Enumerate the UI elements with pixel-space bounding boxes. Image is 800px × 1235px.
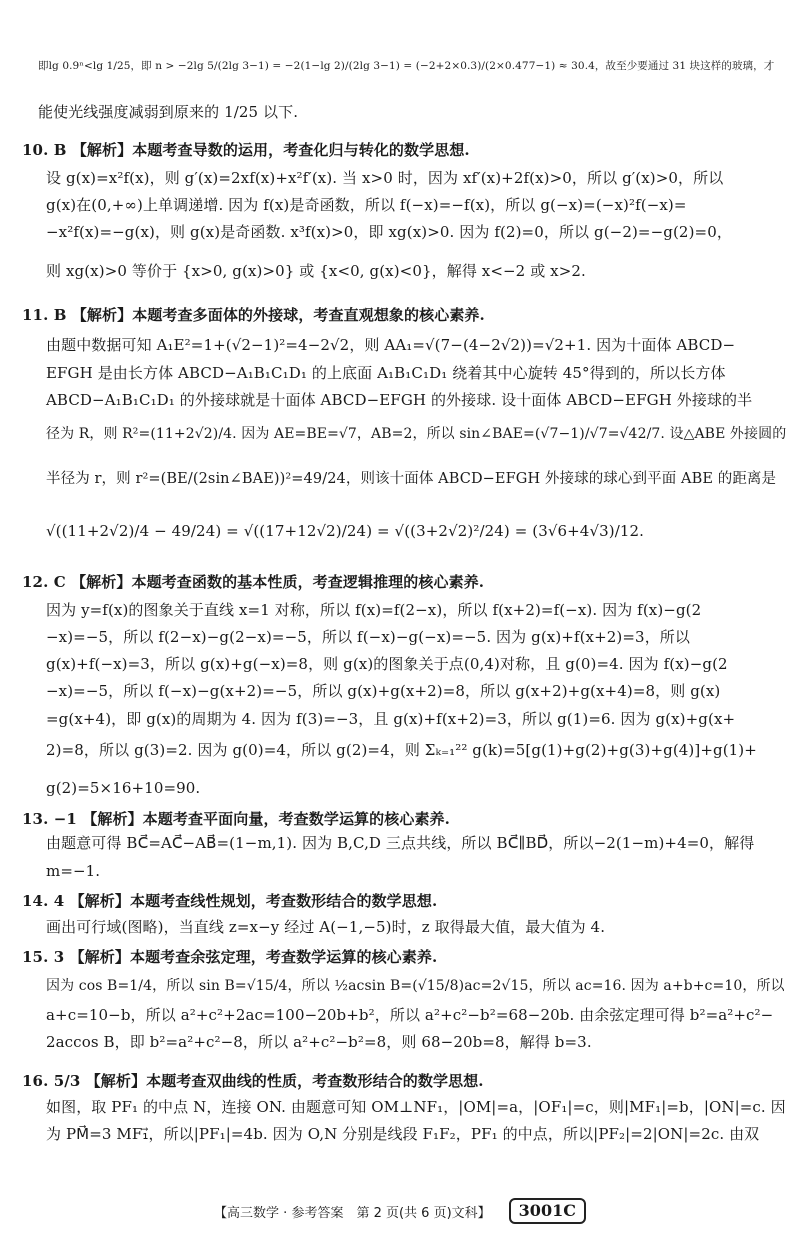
answer-line: 如图，取 PF₁ 的中点 N，连接 ON. 由题意可知 OM⊥NF₁，|OM|=a，|OF₁|=c，则|MF₁|=b，|ON|=c. 因 — [46, 1098, 786, 1116]
paper-code: 3001C — [509, 1198, 586, 1224]
question-heading: 13. −1 【解析】本题考查平面向量，考查数学运算的核心素养. — [22, 810, 450, 828]
answer-line: −x)=−5，所以 f(−x)−g(x+2)=−5，所以 g(x)+g(x+2)=8，所以 g(x+2)+g(x+4)=8，则 g(x) — [46, 682, 721, 700]
answer-line: √((11+2√2)/4 − 49/24) = √((17+12√2)/24) = √((3+2√2)²/24) = (3√6+4√3)/12. — [46, 522, 645, 540]
answer-line: 设 g(x)=x²f(x)，则 g′(x)=2xf(x)+x²f′(x). 当 x>0 时，因为 xf′(x)+2f(x)>0，所以 g′(x)>0，所以 — [46, 169, 724, 187]
answer-line: 能使光线强度减弱到原来的 1/25 以下. — [38, 103, 299, 121]
question-heading: 12. C 【解析】本题考查函数的基本性质，考查逻辑推理的核心素养. — [22, 573, 485, 591]
answer-line: g(x)在(0,+∞)上单调递增. 因为 f(x)是奇函数，所以 f(−x)=−f(x)，所以 g(−x)=(−x)²f(−x)= — [46, 196, 687, 214]
answer-line: 则 xg(x)>0 等价于 {x>0, g(x)>0} 或 {x<0, g(x)<0}，解得 x<−2 或 x>2. — [46, 262, 586, 280]
answer-line: 画出可行域(图略)，当直线 z=x−y 经过 A(−1,−5)时，z 取得最大值，最大值为 4. — [46, 918, 606, 936]
answer-line: m=−1. — [46, 862, 101, 880]
question-heading: 10. B 【解析】本题考查导数的运用，考查化归与转化的数学思想. — [22, 141, 470, 159]
answer-line: =g(x+4)，即 g(x)的周期为 4. 因为 f(3)=−3，且 g(x)+f(x+2)=3，所以 g(1)=6. 因为 g(x)+g(x+ — [46, 710, 736, 728]
page-footer — [0, 1196, 800, 1226]
answer-line: 由题中数据可知 A₁E²=1+(√2−1)²=4−2√2，则 AA₁=√(7−(4−2√2))=√2+1. 因为十面体 ABCD− — [46, 336, 736, 354]
answer-line: a+c=10−b，所以 a²+c²+2ac=100−20b+b²，所以 a²+c²−b²=68−20b. 由余弦定理可得 b²=a²+c²− — [46, 1006, 774, 1024]
footer-label: 【高三数学 · 参考答案 第 2 页(共 6 页)文科】 — [214, 1205, 491, 1221]
answer-line: 2accos B，即 b²=a²+c²−8，所以 a²+c²−b²=8，则 68−20b=8，解得 b=3. — [46, 1033, 592, 1051]
question-heading: 15. 3 【解析】本题考查余弦定理，考查数学运算的核心素养. — [22, 948, 438, 966]
question-heading: 14. 4 【解析】本题考查线性规划，考查数形结合的数学思想. — [22, 892, 438, 910]
answer-line: 由题意可得 BC⃗=AC⃗−AB⃗=(1−m,1). 因为 B,C,D 三点共线，所以 BC⃗∥BD⃗，所以−2(1−m)+4=0，解得 — [46, 834, 755, 852]
question-heading: 11. B 【解析】本题考查多面体的外接球，考查直观想象的核心素养. — [22, 306, 485, 324]
answer-line: EFGH 是由长方体 ABCD−A₁B₁C₁D₁ 的上底面 A₁B₁C₁D₁ 绕着其中心旋转 45°得到的，所以长方体 — [46, 364, 726, 382]
answer-line: 即lg 0.9ⁿ<lg 1/25，即 n > −2lg 5/(2lg 3−1) = −2(1−lg 2)/(2lg 3−1) = (−2+2×0.3)/(2×0.477−1) ≈ 30.4，故至少要通过 31 块这样的玻璃，才 — [38, 60, 775, 72]
answer-line: g(x)+f(−x)=3，所以 g(x)+g(−x)=8，则 g(x)的图象关于点(0,4)对称，且 g(0)=4. 因为 f(x)−g(2 — [46, 655, 728, 673]
answer-line: g(2)=5×16+10=90. — [46, 779, 201, 797]
answer-line: −x)=−5，所以 f(2−x)−g(2−x)=−5，所以 f(−x)−g(−x)=−5. 因为 g(x)+f(x+2)=3，所以 — [46, 628, 690, 646]
answer-line: 2)=8，所以 g(3)=2. 因为 g(0)=4，所以 g(2)=4，则 Σₖ₌₁²² g(k)=5[g(1)+g(2)+g(3)+g(4)]+g(1)+ — [46, 741, 757, 759]
answer-line: 因为 y=f(x)的图象关于直线 x=1 对称，所以 f(x)=f(2−x)，所以 f(x+2)=f(−x). 因为 f(x)−g(2 — [46, 601, 702, 619]
question-heading: 16. 5/3 【解析】本题考查双曲线的性质，考查数形结合的数学思想. — [22, 1072, 484, 1090]
answer-line: 半径为 r，则 r²=(BE/(2sin∠BAE))²=49/24，则该十面体 ABCD−EFGH 外接球的球心到平面 ABE 的距离是 — [46, 471, 777, 487]
answer-line: −x²f(x)=−g(x)，则 g(x)是奇函数. x³f(x)>0，即 xg(x)>0. 因为 f(2)=0，所以 g(−2)=−g(2)=0， — [46, 223, 732, 241]
answer-line: 为 PM⃗=3 MF₁⃗，所以|PF₁|=4b. 因为 O,N 分别是线段 F₁F₂，PF₁ 的中点，所以|PF₂|=2|ON|=2c. 由双 — [46, 1125, 760, 1143]
answer-line: 径为 R，则 R²=(11+2√2)/4. 因为 AE=BE=√7，AB=2，所以 sin∠BAE=(√7−1)/√7=√42/7. 设△ABE 外接圆的 — [46, 426, 787, 442]
answer-line: 因为 cos B=1/4，所以 sin B=√15/4，所以 ½acsin B=(√15/8)ac=2√15，所以 ac=16. 因为 a+b+c=10，所以 — [46, 978, 785, 994]
answer-line: ABCD−A₁B₁C₁D₁ 的外接球就是十面体 ABCD−EFGH 的外接球. 设十面体 ABCD−EFGH 外接球的半 — [46, 391, 753, 409]
